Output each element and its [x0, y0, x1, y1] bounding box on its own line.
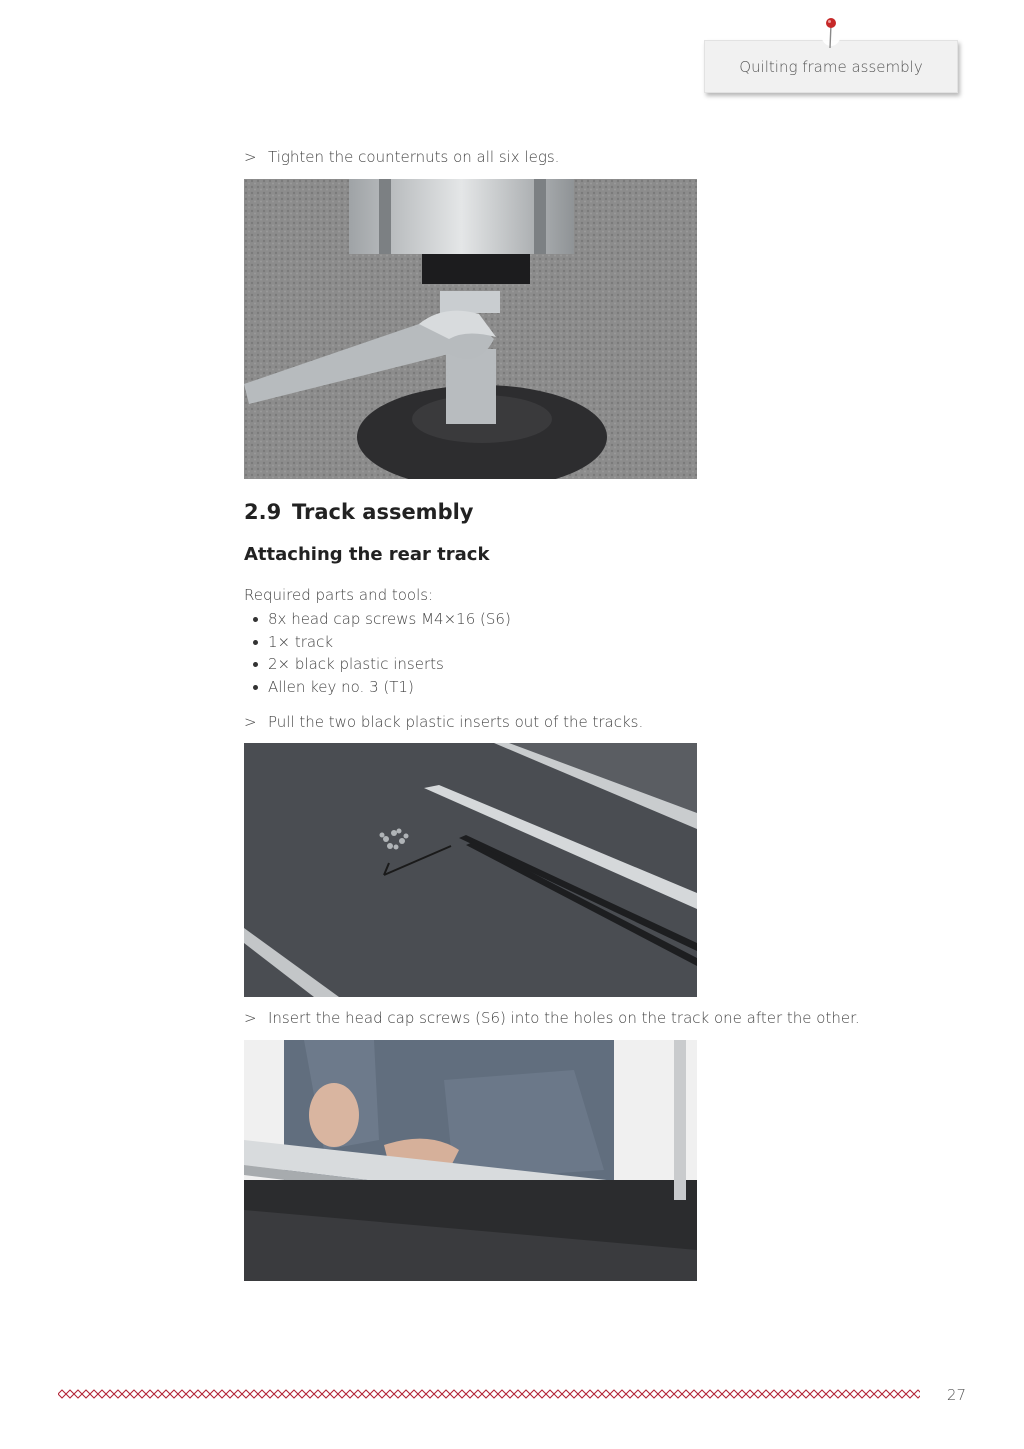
required-parts-list: [244, 608, 511, 698]
step-arrow: >: [244, 1009, 257, 1027]
section-number: 2.9: [244, 500, 282, 524]
step-text: Insert the head cap screws (S6) into the holes on the track one after the other.: [268, 1009, 860, 1027]
section-heading: [244, 500, 473, 524]
step-arrow: >: [244, 713, 257, 731]
list-item: Allen key no. 3 (T1): [244, 676, 511, 699]
footer-zigzag-border: [58, 1388, 920, 1400]
step-insert-screws: [244, 1009, 860, 1027]
section-tab-label: Quilting frame assembly: [739, 57, 923, 76]
step-tighten-counternuts: [244, 148, 559, 166]
pin-icon: [818, 12, 846, 52]
subsection-heading: Attaching the rear track: [244, 544, 490, 565]
step-arrow: >: [244, 148, 257, 166]
page-number: 27: [946, 1386, 966, 1404]
required-parts-intro: Required parts and tools:: [244, 586, 434, 604]
list-item: 2× black plastic inserts: [244, 653, 511, 676]
step-text: Tighten the counternuts on all six legs.: [268, 148, 560, 166]
step-pull-inserts: [244, 713, 643, 731]
section-title: Track assembly: [292, 500, 474, 524]
list-item: 1× track: [244, 631, 511, 654]
list-item: 8x head cap screws M4×16 (S6): [244, 608, 511, 631]
step-text: Pull the two black plastic inserts out of the tracks.: [268, 713, 644, 731]
photo-wrench-on-leg: [244, 179, 697, 479]
photo-inserting-screws: [244, 1040, 697, 1281]
photo-parts-on-table: [244, 743, 697, 997]
